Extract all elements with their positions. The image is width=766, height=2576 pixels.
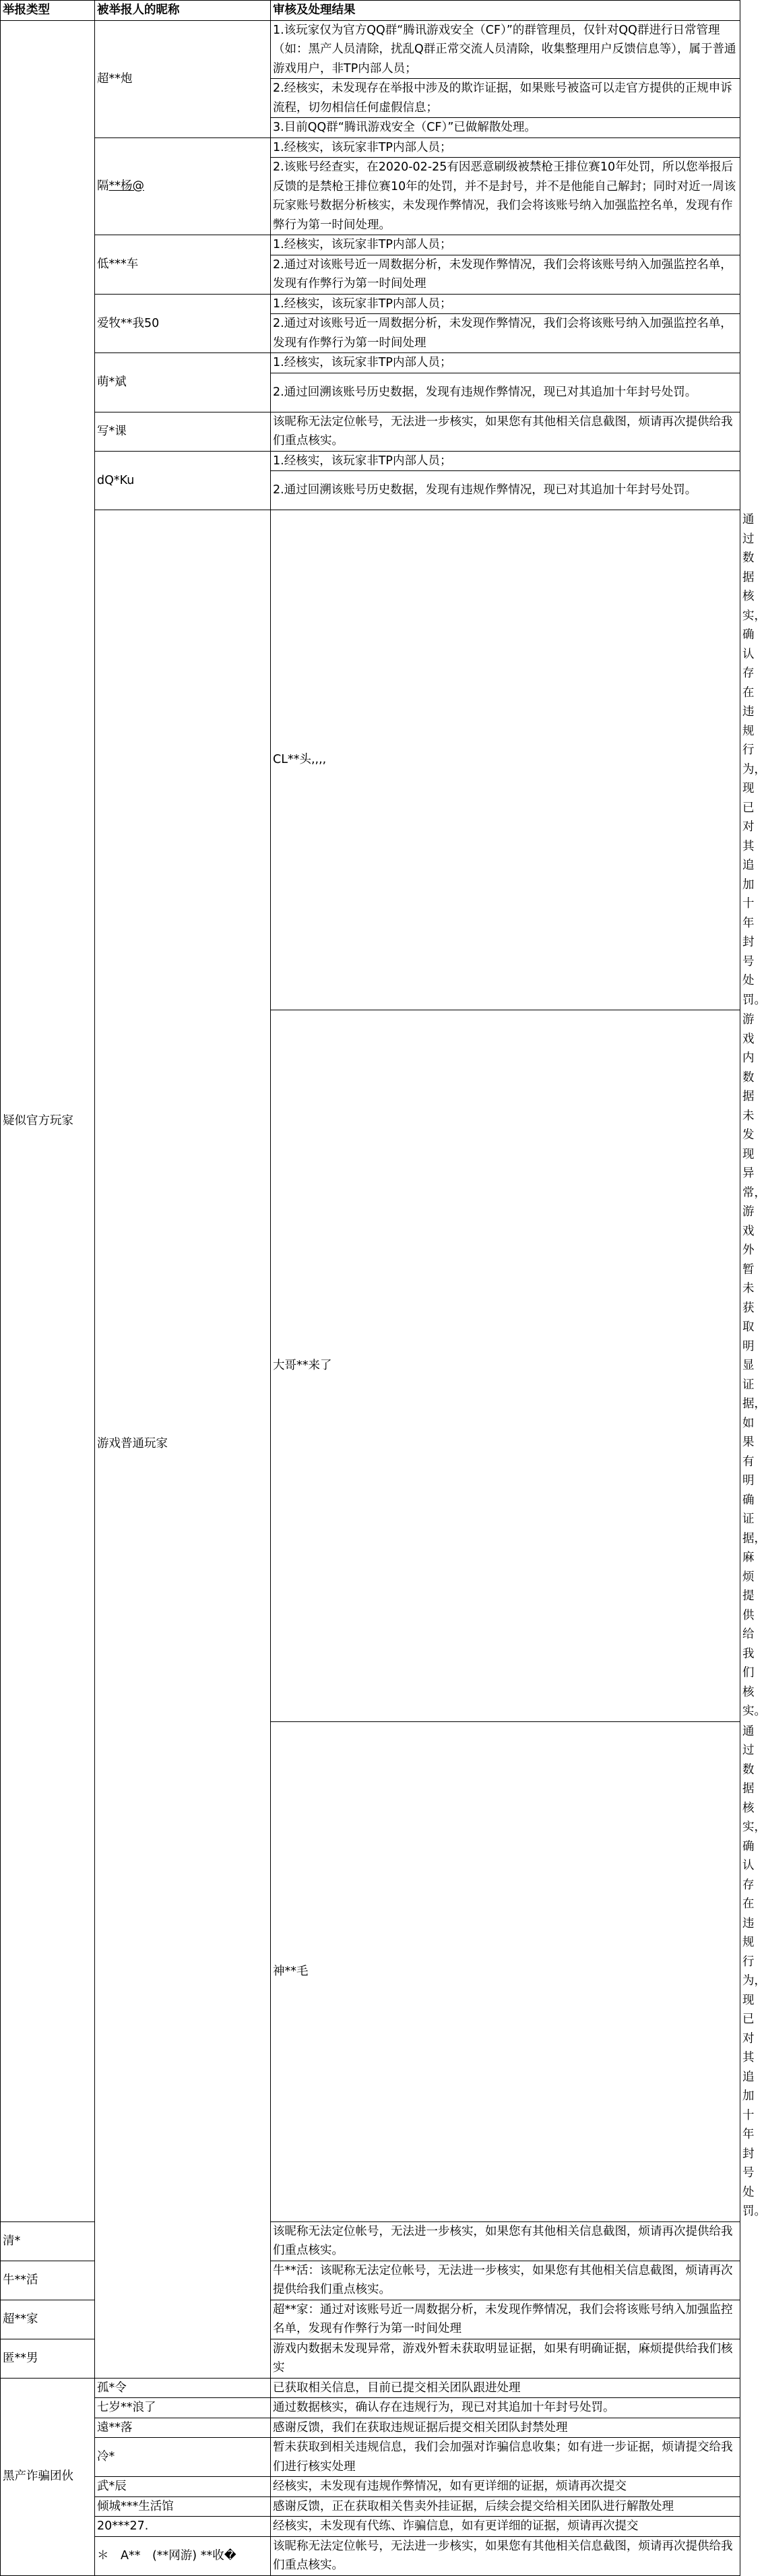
table-row [1,294,740,314]
nickname-cell: 孤*令 [95,2378,271,2398]
result-cell: 3.目前QQ群“腾讯游戏安全（CF）”已做解散处理。 [271,118,740,138]
table-row [1,451,740,471]
result-cell: 1.经核实，该玩家非TP内部人员； [271,451,740,471]
header-row [1,1,740,21]
category-cell: 疑似官方玩家 [1,20,95,2221]
table-row [1,412,740,451]
nickname-cell: 20***27. [95,2517,271,2537]
nickname-cell: 萌*斌 [95,353,271,412]
table-row [1,2536,740,2575]
nickname-cell: CL**头,,,, [271,510,740,1010]
result-cell: 感谢反馈，我们在获取违规证据后提交相关团队封禁处理 [271,2418,740,2438]
result-cell: 1.该玩家仅为官方QQ群“腾讯游戏安全（CF）”的群管理员，仅针对QQ群进行日常管理（如：黑产人员清除，扰乱Q群正常交流人员清除，收集整理用户反馈信息等），属于普通游戏用户，非TP内部人员； [271,20,740,79]
nickname-cell: 低***车 [95,235,271,295]
table-row [1,2477,740,2497]
table-row: 游戏普通玩家 CL**头,,,, 通过数据核实，确认存在违规行为，现已对其追加十年封号处罚。 [1,510,740,1010]
result-cell: 牛**活：该昵称无法定位帐号，无法进一步核实，如果您有其他相关信息截图，烦请再次提供给我们重点核实。 [271,2261,740,2300]
result-cell: 该昵称无法定位帐号，无法进一步核实，如果您有其他相关信息截图，烦请再次提供给我们重点核实。 [271,412,740,451]
result-cell: 暂未获取到相关违规信息，我们会加强对诈骗信息收集；如有进一步证据，烦请提交给我们进行核实处理 [271,2438,740,2477]
result-cell: 游戏内数据未发现异常，游戏外暂未获取明显证据，如果有明确证据，麻烦提供给我们核实 [271,2339,740,2378]
table-row [1,137,740,158]
nickname-cell: 清* [1,2221,95,2261]
nickname-cell: 遠**落 [95,2418,271,2438]
table-row: 大哥**来了 游戏内数据未发现异常，游戏外暂未获取明显证据，如果有明确证据，麻烦提供给我们核实。 [1,1010,740,1722]
result-cell: 超**家：通过对该账号近一周数据分析，未发现作弊情况，我们会将该账号纳入加强监控名单，发现有作弊行为第一时间处理 [271,2300,740,2339]
nickname-cell [95,137,271,235]
nickname-cell: 武*辰 [95,2477,271,2497]
nickname-cell: 写*课 [95,412,271,451]
nickname-cell: 超**家 [1,2300,95,2339]
result-cell: 1.经核实，该玩家非TP内部人员； [271,294,740,314]
header-report-type: 举报类型 [1,1,95,21]
nickname-cell: 爱牧**我50 [95,294,271,353]
nickname-cell: 大哥**来了 [271,1010,740,1722]
nickname-cell: 神**毛 [271,1721,740,2221]
result-cell: 经核实，未发现有代练、诈骗信息，如有更详细的证据，烦请再次提交 [271,2517,740,2537]
table-row [1,353,740,373]
table-row [1,2418,740,2438]
result-cell: 2.该账号经查实，在2020-02-25有因恶意刷级被禁枪王排位赛10年处罚，所以您举报后反馈的是禁枪王排位赛10年的处罚，并不是封号，并不是他能自己解封；同时对近一周该玩家账号数据分析核实，未发现作弊情况，我们会将该账号纳入加强监控名单，发现有作弊行为第一时间处理。 [271,158,740,235]
result-cell: 2.通过对该账号近一周数据分析，未发现作弊情况，我们会将该账号纳入加强监控名单，发现有作弊行为第一时间处理 [271,314,740,353]
result-cell: 1.经核实，该玩家非TP内部人员； [271,235,740,255]
result-cell: 2.经核实，未发现存在举报中涉及的欺诈证据，如果账号被盗可以走官方提供的正规申诉流程，切勿相信任何虚假信息； [271,79,740,118]
result-cell: 通过数据核实，确认存在违规行为，现已对其追加十年封号处罚。 [271,2398,740,2418]
nickname-suffix-link: **杨@ [108,179,144,193]
header-reported-nickname: 被举报人的昵称 [95,1,271,21]
table-row [1,2496,740,2517]
nickname-cell: 超**炮 [95,20,271,137]
table-row [1,2517,740,2537]
header-review-result: 审核及处理结果 [271,1,740,21]
table-row [1,2398,740,2418]
result-cell: 该昵称无法定位帐号，无法进一步核实，如果您有其他相关信息截图，烦请再次提供给我们重点核实。 [271,2221,740,2261]
result-cell: 2.通过回溯该账号历史数据，发现有违规作弊情况，现已对其追加十年封号处罚。 [271,373,740,412]
category-cell: 黑产诈骗团伙 [1,2378,95,2575]
result-cell: 经核实，未发现有违规作弊情况，如有更详细的证据，烦请再次提交 [271,2477,740,2497]
category-cell: 游戏普通玩家 [95,510,271,2379]
nickname-cell: dQ*Ku [95,451,271,510]
table-row [1,20,740,79]
nickname-cell: 牛**活 [1,2261,95,2300]
nickname-cell: 冷* [95,2438,271,2477]
result-cell: 感谢反馈，正在获取相关售卖外挂证据，后续会提交给相关团队进行解散处理 [271,2496,740,2517]
nickname-cell: 匿**男 [1,2339,95,2378]
result-cell: 已获取相关信息，目前已提交相关团队跟进处理 [271,2378,740,2398]
result-cell: 2.通过对该账号近一周数据分析，未发现作弊情况，我们会将该账号纳入加强监控名单，发现有作弊行为第一时间处理 [271,255,740,294]
result-cell: 1.经核实，该玩家非TP内部人员； [271,137,740,158]
table-row: 神**毛 通过数据核实，确认存在违规行为，现已对其追加十年封号处罚。 [1,1721,740,2221]
nickname-cell: 倾城***生活馆 [95,2496,271,2517]
nickname-cell: ＊ A** (**网游) **收� [95,2536,271,2575]
result-cell: 该昵称无法定位帐号，无法进一步核实，如果您有其他相关信息截图，烦请再次提供给我们重点核实。 [271,2536,740,2575]
nickname-prefix: 隔 [97,179,109,193]
table-row [1,2378,740,2398]
result-cell: 2.通过回溯该账号历史数据，发现有违规作弊情况，现已对其追加十年封号处罚。 [271,471,740,510]
table-row [1,2438,740,2477]
result-cell: 1.经核实，该玩家非TP内部人员； [271,353,740,373]
nickname-cell: 七岁**浪了 [95,2398,271,2418]
table-row [1,235,740,255]
